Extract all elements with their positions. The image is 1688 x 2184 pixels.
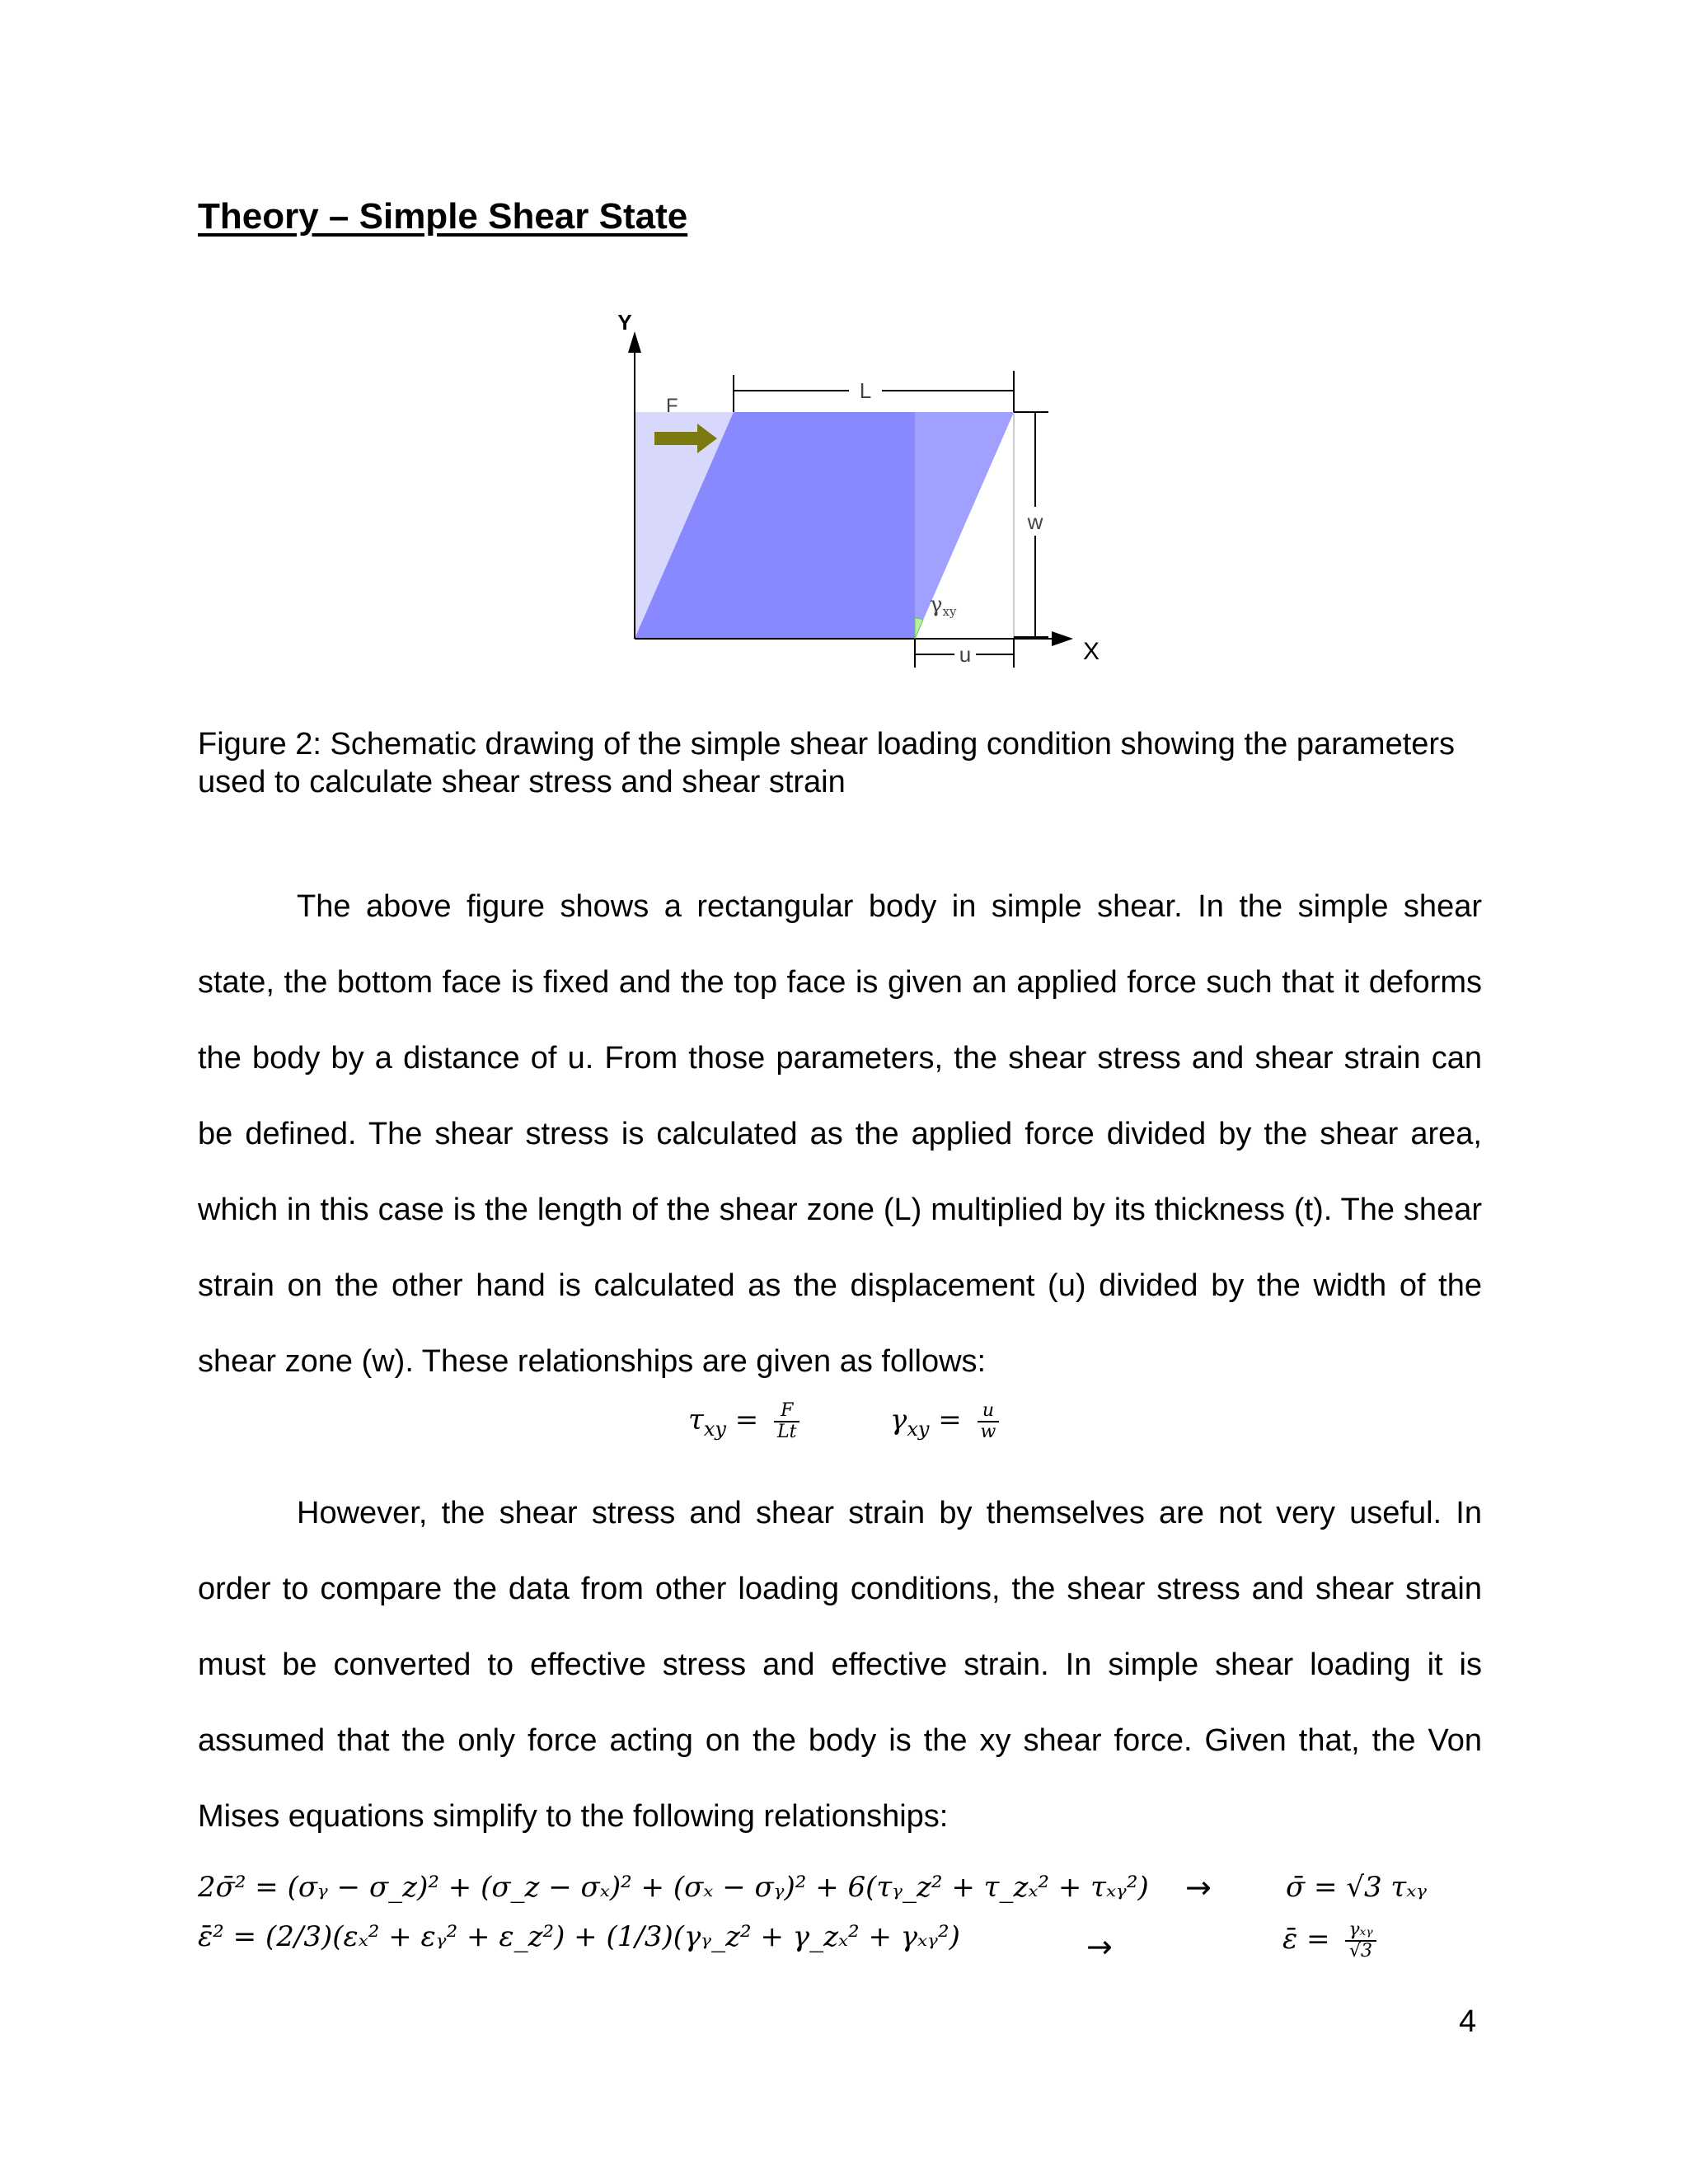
von-mises-strain-equation: ε̄² = (2/3)(εₓ² + εᵧ² + ε_z²) + (1/3)(γᵧ_z² + γ_zₓ² + γₓᵧ²) [198, 1920, 960, 1953]
shear-stress-equation: $\tau_{xy}$ = $\frac{F}{Lt}$ [688, 1401, 799, 1442]
shear-angle-label: γxy [930, 593, 957, 619]
displacement-label: u [959, 642, 972, 667]
page-number: 4 [1459, 2004, 1477, 2039]
force-label: F [666, 395, 678, 417]
paragraph-simple-shear: The above figure shows a rectangular body in simple shear. In the simple shear state, the bottom face is fixed and the top face is given an applied force such that it deforms the body by a distance of u. From those parameters, the shear stress and shear strain can be defined. The shear stress is calculated as the applied force divided by the shear area, which in this case is the length of the shear zone (L) multiplied by its thickness (t). The shear strain on the other hand is calculated as the displacement (u) divided by the width of the shear zone (w). These relationships are given as follows: [198, 889, 1482, 1379]
shear-strain-equation: $\gamma_{xy}$ = $\frac{u}{w}$ [890, 1401, 999, 1442]
width-label: w [1027, 509, 1043, 534]
y-axis-label: Y [617, 313, 632, 335]
simple-shear-figure [593, 313, 1121, 692]
effective-stress-result: σ̄ = √3 τₓᵧ [1286, 1871, 1428, 1904]
page-title: Theory – Simple Shear State [198, 196, 688, 237]
length-label: L [859, 378, 872, 403]
figure-caption: Figure 2: Schematic drawing of the simple shear loading condition showing the parameters used to calculate shear stress and shear strain [198, 727, 1456, 799]
arrow-stress: → [1185, 1869, 1212, 1905]
von-mises-stress-equation: 2σ̄² = (σᵧ − σ_z)² + (σ_z − σₓ)² + (σₓ − σᵧ)² + 6(τᵧ_z² + τ_zₓ² + τₓᵧ²) [198, 1871, 1149, 1904]
paragraph-von-mises: However, the shear stress and shear strain by themselves are not very useful. In order to compare the data from other loading conditions, the shear stress and shear strain must be converted to effective stress and effective strain. In simple shear loading it is assumed that the only force acting on the body is the xy shear force. Given that, the Von Mises equations simplify to the following relationships: [198, 1496, 1482, 1834]
arrow-strain: → [1086, 1929, 1113, 1965]
effective-strain-result: ε̄ = $\frac{\text{γₓᵧ}}{√3}$ [1282, 1920, 1376, 1961]
shear-angle-arc [915, 618, 923, 639]
x-axis-label: X [1083, 638, 1100, 665]
